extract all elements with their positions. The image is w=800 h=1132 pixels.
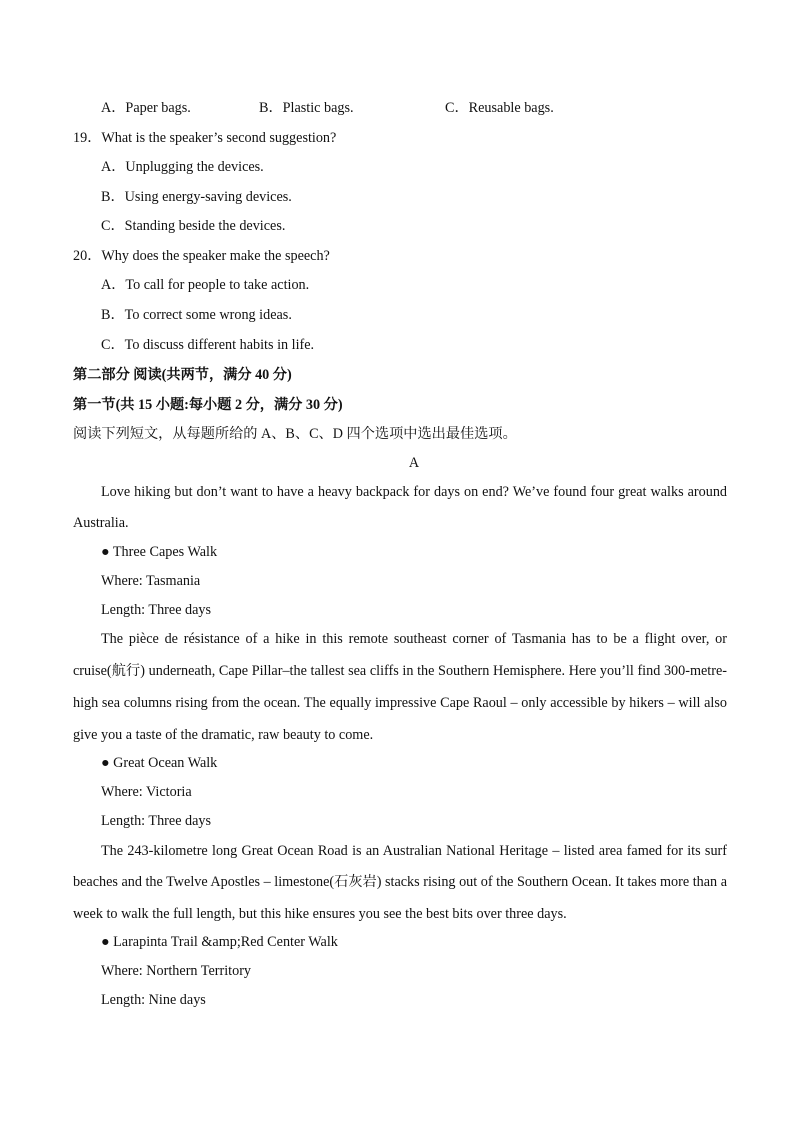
walk-3-length: Length: Nine days — [101, 992, 206, 1008]
q18-option-b: B．Plastic bags. — [259, 100, 354, 116]
intro-line-2: Australia. — [73, 515, 129, 531]
q18-option-c: C．Reusable bags. — [445, 100, 554, 116]
q20-option-b: B．To correct some wrong ideas. — [101, 307, 292, 323]
section1-heading: 第一节(共 15 小题:每小题 2 分，满分 30 分) — [73, 397, 343, 413]
q19-option-c: C．Standing beside the devices. — [101, 218, 286, 234]
instructions: 阅读下列短文，从每题所给的 A、B、C、D 四个选项中选出最佳选项。 — [73, 426, 517, 442]
q19-option-a: A．Unplugging the devices. — [101, 159, 264, 175]
q19-option-b: B．Using energy-saving devices. — [101, 189, 292, 205]
walk-2-desc-line-2: beaches and the Twelve Apostles – limestone(石灰岩) stacks rising out of the Southern Ocean. It takes more than a — [73, 874, 727, 890]
walk-2-desc-line-1: The 243-kilometre long Great Ocean Road is an Australian National Heritage – listed area famed for its surf — [101, 843, 727, 859]
walk-1-length: Length: Three days — [101, 602, 212, 618]
walk-1-name: ● Three Capes Walk — [101, 544, 218, 560]
passage-label: A — [408, 455, 420, 471]
q20-stem: 20．Why does the speaker make the speech? — [73, 248, 330, 264]
walk-1-where: Where: Tasmania — [101, 573, 201, 589]
part2-heading: 第二部分 阅读(共两节，满分 40 分) — [73, 367, 292, 383]
intro-line-1: Love hiking but don’t want to have a heavy backpack for days on end? We’ve found four great walks around — [101, 484, 727, 500]
q20-option-a: A．To call for people to take action. — [101, 277, 310, 293]
walk-2-length: Length: Three days — [101, 813, 212, 829]
walk-2-where: Where: Victoria — [101, 784, 192, 800]
walk-1-desc-line-1: The pièce de résistance of a hike in this remote southeast corner of Tasmania has to be a flight over, or — [101, 631, 727, 647]
walk-3-where: Where: Northern Territory — [101, 963, 252, 979]
q19-stem: 19．What is the speaker’s second suggestion? — [73, 130, 337, 146]
walk-3-name: ● Larapinta Trail &amp;Red Center Walk — [101, 934, 338, 950]
q18-option-a: A．Paper bags. — [101, 100, 191, 116]
walk-2-desc-line-3: week to walk the full length, but this hike ensures you see the best bits over three days. — [73, 906, 567, 922]
walk-1-desc-line-3: high sea columns rising from the ocean. The equally impressive Cape Raoul – only accessible by hikers – will also — [73, 695, 727, 711]
q20-option-c: C．To discuss different habits in life. — [101, 337, 315, 353]
walk-2-name: ● Great Ocean Walk — [101, 755, 218, 771]
walk-1-desc-line-2: cruise(航行) underneath, Cape Pillar–the tallest sea cliffs in the Southern Hemisphere. Here you’ll find 300-metre- — [73, 663, 727, 679]
walk-1-desc-line-4: give you a taste of the dramatic, raw beauty to come. — [73, 727, 374, 743]
